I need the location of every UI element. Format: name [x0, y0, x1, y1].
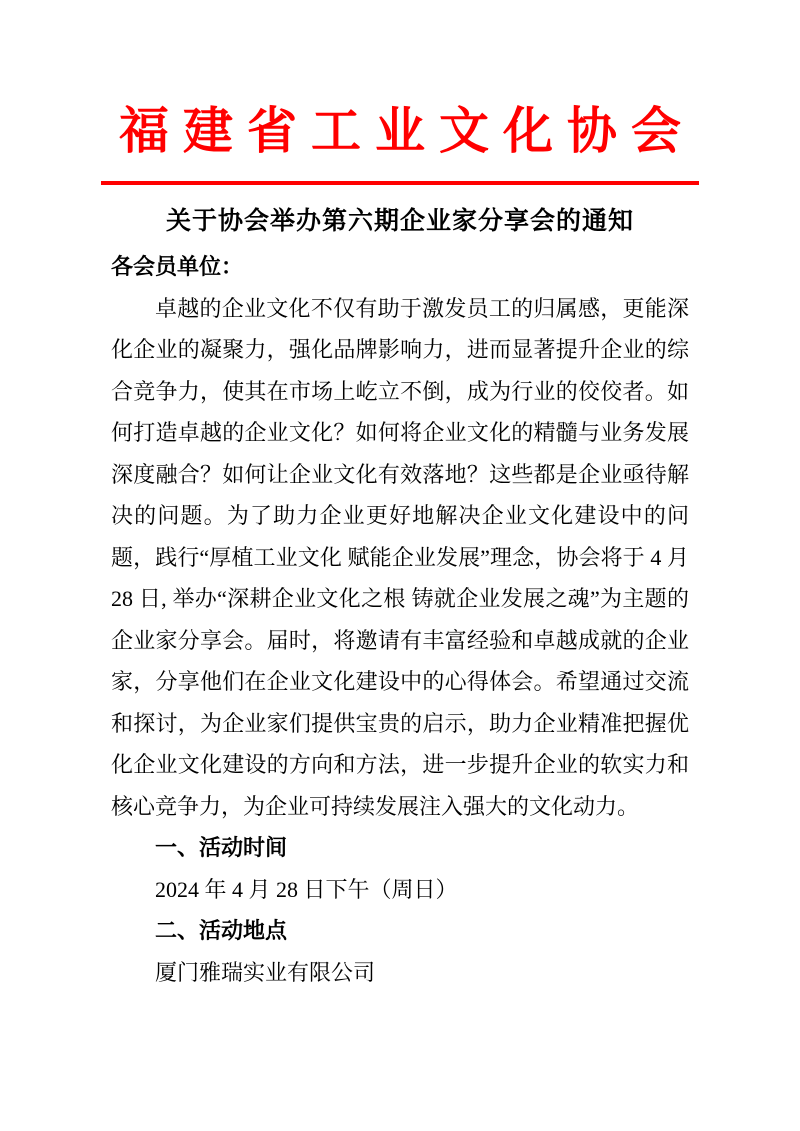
section-heading-location: 二、活动地点: [155, 918, 288, 943]
notice-body-paragraph: 卓越的企业文化不仅有助于激发员工的归属感，更能深化企业的凝聚力，强化品牌影响力，进而显著提升企业的综合竞争力，使其在市场上屹立不倒，成为行业的佼佼者。如何打造卓越的企业文化？如何将企业文化的精髓与业务发展深度融合？如何让企业文化有效落地？这些都是企业亟待解决的问题。为了助力企业更好地解决企业文化建设中的问题，践行“厚植工业文化 赋能企业发展”理念，协会将于 4 月 28 日, 举办“深耕企业文化之根 铸就企业发展之魂”为主题的企业家分享会。届时，将邀请有丰富经验和卓越成就的企业家，分享他们在企业文化建设中的心得体会。希望通过交流和探讨，为企业家们提供宝贵的启示，助力企业精准把握优化企业文化建设的方向和方法，进一步提升企业的软实力和核心竞争力，为企业可持续发展注入强大的文化动力。: [111, 295, 689, 819]
section-content-time: 2024 年 4 月 28 日下午（周日）: [155, 876, 458, 902]
red-divider-line: [101, 181, 699, 185]
letterhead: [0, 102, 800, 185]
section-heading-time: 一、活动时间: [155, 835, 288, 860]
salutation: 各会员单位：: [111, 254, 244, 279]
org-name-title: 福建省工业文化协会: [119, 103, 695, 159]
notice-title: 关于协会举办第六期企业家分享会的通知: [165, 208, 634, 235]
notice-content: [111, 246, 689, 993]
section-content-location: 厦门雅瑞实业有限公司: [155, 959, 376, 985]
